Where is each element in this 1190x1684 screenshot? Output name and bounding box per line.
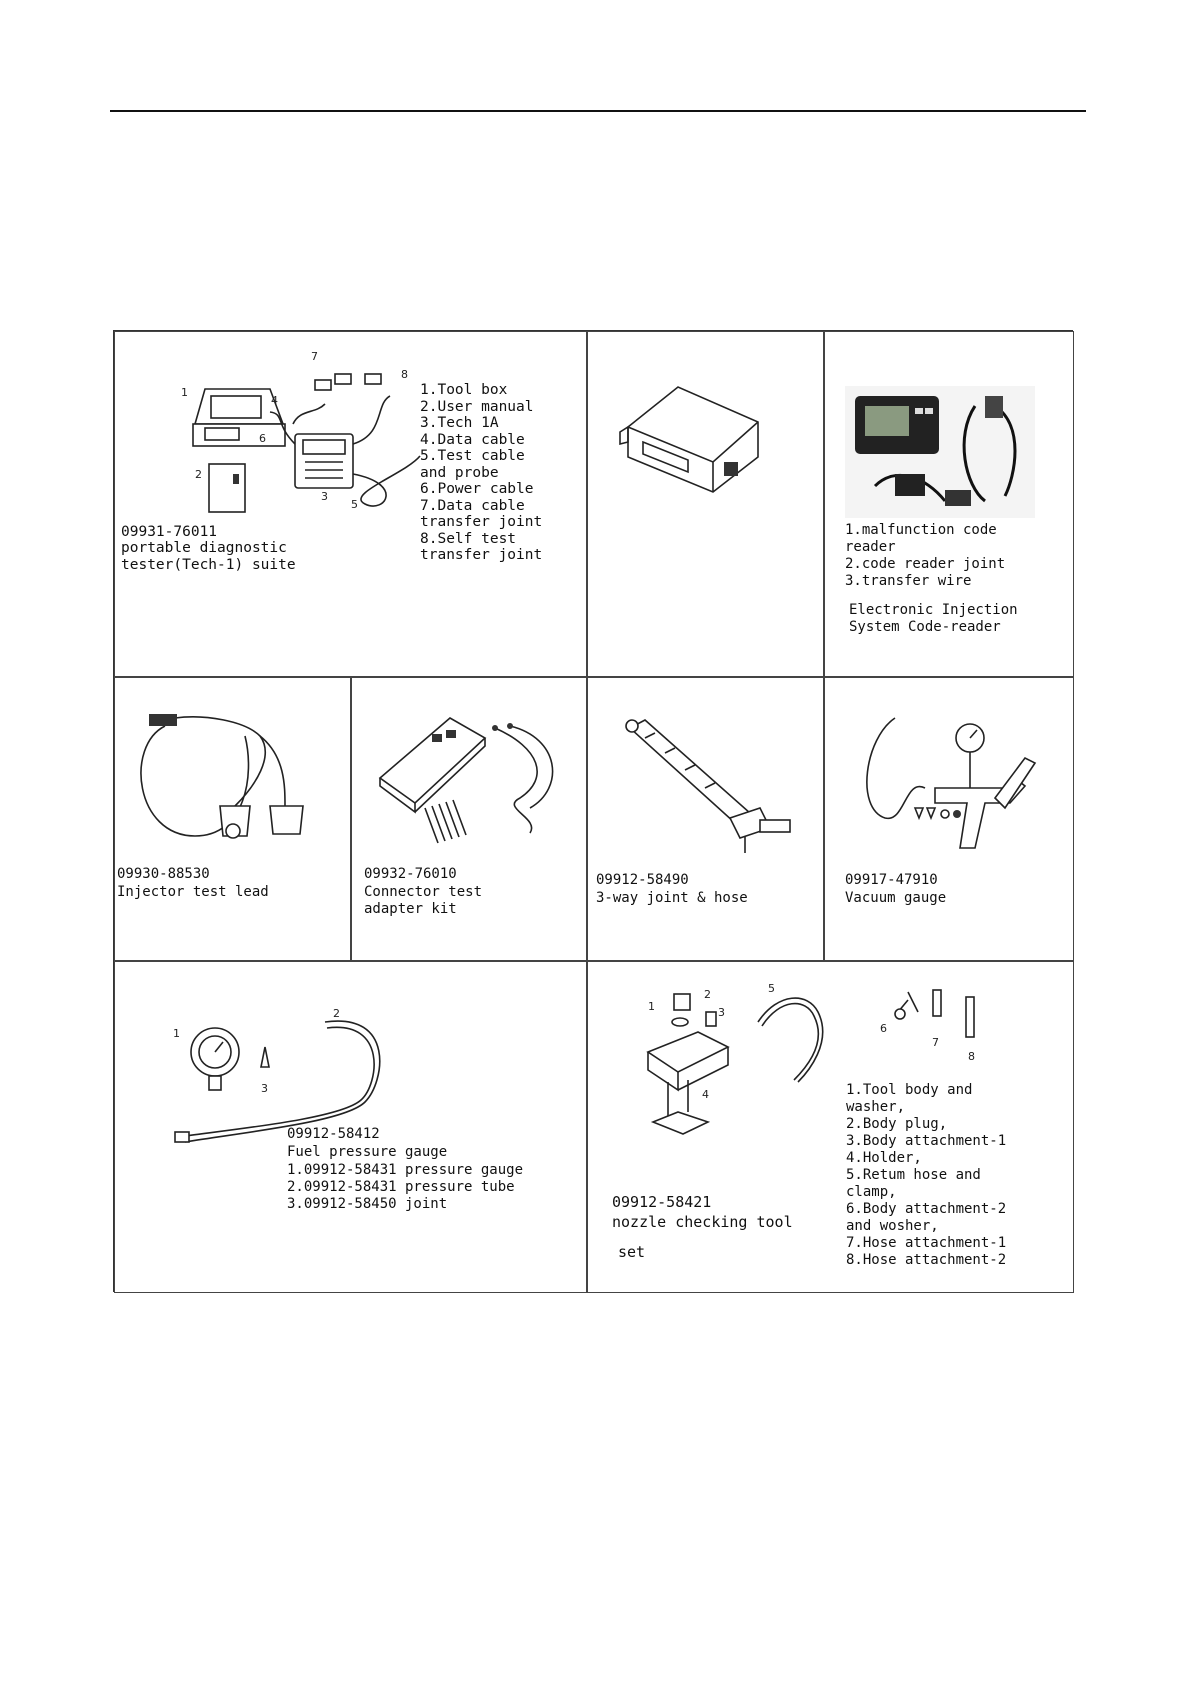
callout-8: 8 — [401, 368, 408, 381]
callout-2: 2 — [195, 468, 202, 481]
nozzle-tool-item-list: 1.Tool body and washer, 2.Body plug, 3.Body attachment-1 4.Holder, 5.Retum hose and clamp, 6.Body attachment-2 and wosher, 7.Hose attachment-1 8.Hose attachment-2 — [846, 1082, 1007, 1268]
nozzle-tool-part-number: 09912-58421 — [612, 1193, 712, 1211]
nozzle-callout-3: 3 — [718, 1006, 725, 1019]
injector-lead-part-number: 09930-88530 — [117, 866, 210, 882]
nozzle-callout-5: 5 — [768, 982, 775, 995]
fuel-gauge-name: Fuel pressure gauge — [287, 1144, 448, 1160]
control-module-illustration — [618, 382, 768, 502]
nozzle-callout-8: 8 — [968, 1050, 975, 1063]
vacuum-gauge-part-number: 09917-47910 — [845, 872, 938, 888]
3way-joint-illustration — [610, 708, 810, 858]
nozzle-callout-6: 6 — [880, 1022, 887, 1035]
callout-4: 4 — [271, 394, 278, 407]
fuel-gauge-part-number: 09912-58412 — [287, 1126, 380, 1142]
connector-kit-illustration — [370, 708, 570, 858]
fuel-callout-3: 3 — [261, 1082, 268, 1095]
fuel-gauge-item-list: 1.09912-58431 pressure gauge 2.09912-58431 pressure tube 3.09912-58450 joint — [287, 1162, 524, 1212]
connector-kit-part-number: 09932-76010 — [364, 866, 457, 882]
nozzle-tool-name-set: set — [618, 1243, 646, 1261]
cell-control-module — [587, 331, 824, 677]
3way-part-number: 09912-58490 — [596, 872, 689, 888]
callout-1: 1 — [181, 386, 188, 399]
nozzle-callout-4: 4 — [702, 1088, 709, 1101]
cell-vacuum-gauge — [824, 677, 1074, 961]
special-tools-table — [113, 330, 1073, 1292]
nozzle-callout-1: 1 — [648, 1000, 655, 1013]
connector-kit-name: Connector test adapter kit — [364, 884, 483, 917]
cell-tech1-suite — [114, 331, 587, 677]
header-rule — [110, 110, 1086, 112]
callout-6: 6 — [259, 432, 266, 445]
cell-3way-joint — [587, 677, 824, 961]
tech1-part-number: 09931-76011 — [121, 524, 218, 540]
nozzle-callout-7: 7 — [932, 1036, 939, 1049]
injector-lead-name: Injector test lead — [117, 884, 269, 900]
tech1-item-list: 1.Tool box 2.User manual 3.Tech 1A 4.Data cable 5.Test cable and probe 6.Power cable 7.Data cable transfer joint 8.Self test transfer joint — [420, 382, 543, 563]
cell-code-reader — [824, 331, 1074, 677]
cell-nozzle-checking-tool — [587, 961, 1074, 1293]
nozzle-callout-2: 2 — [704, 988, 711, 1001]
cell-injector-test-lead — [114, 677, 351, 961]
callout-7: 7 — [311, 350, 318, 363]
callout-3: 3 — [321, 490, 328, 503]
vacuum-gauge-illustration — [855, 708, 1055, 858]
code-reader-name: Electronic Injection System Code-reader — [849, 602, 1018, 635]
fuel-callout-1: 1 — [173, 1027, 180, 1040]
callout-5: 5 — [351, 498, 358, 511]
nozzle-tool-name: nozzle checking tool — [612, 1213, 793, 1231]
injector-lead-illustration — [135, 696, 335, 846]
cell-connector-test-kit — [351, 677, 587, 961]
code-reader-item-list: 1.malfunction code reader 2.code reader joint 3.transfer wire — [845, 522, 1006, 589]
tech1-name: portable diagnostic tester(Tech-1) suite — [121, 540, 296, 573]
vacuum-gauge-name: Vacuum gauge — [845, 890, 947, 906]
code-reader-photo — [845, 386, 1035, 518]
3way-name: 3-way joint & hose — [596, 890, 748, 906]
fuel-callout-2: 2 — [333, 1007, 340, 1020]
cell-fuel-pressure-gauge — [114, 961, 587, 1293]
